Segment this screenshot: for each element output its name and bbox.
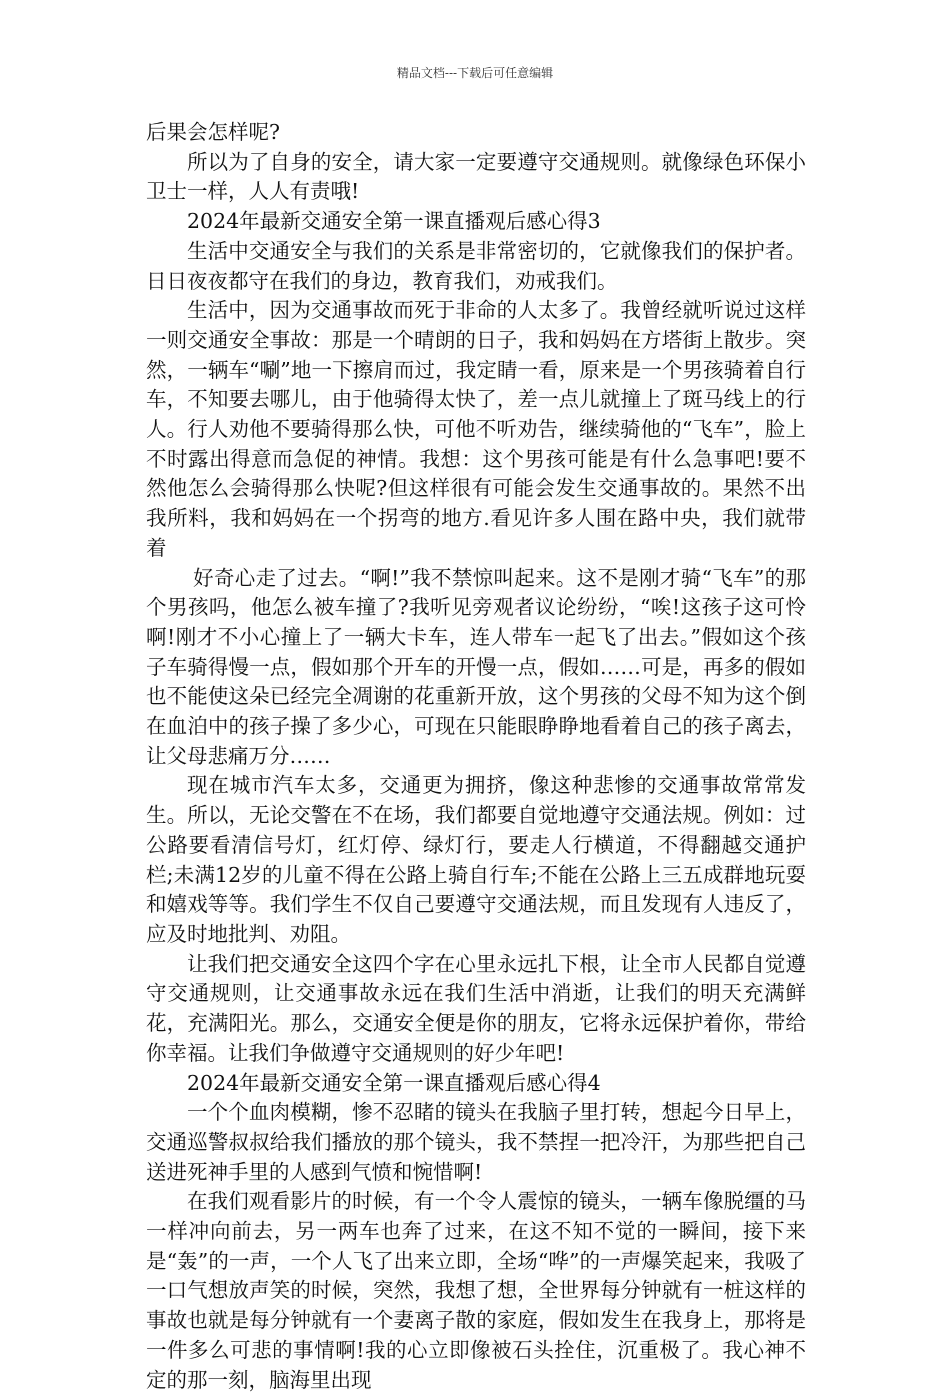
- paragraph-conclusion: 所以为了自身的安全，请大家一定要遵守交通规则。就像绿色环保小卫士一样，人人有责哦!: [146, 149, 806, 204]
- paragraph: 现在城市汽车太多，交通更为拥挤，像这种悲惨的交通事故常常发生。所以，无论交警在不在场，我们都要自觉地遵守交通法规。例如：过公路要看清信号灯，红灯停、绿灯行，要走人行横道，不得翻越交通护栏;未满12岁的儿童不得在公路上骑自行车;不能在公路上三五成群地玩耍和嬉戏等等。我们学生不仅自己要遵守交通法规，而且发现有人违反了，应及时地批判、劝阻。: [146, 773, 806, 946]
- document-body: [146, 118, 806, 1395]
- paragraph: 在我们观看影片的时候，有一个令人震惊的镜头，一辆车像脱缰的马一样冲向前去，另一两车也奔了过来，在这不知不觉的一瞬间，接下来是“轰”的一声，一个人飞了出来立即，全场“哗”的一声爆笑起来，我吸了一口气想放声笑的时候，突然，我想了想，全世界每分钟就有一桩这样的事故也就是每分钟就有一个妻离子散的家庭，假如发生在我身上，那将是一件多么可悲的事情啊!我的心立即像被石头拴住，沉重极了。我心神不定的那一刻，脑海里出现: [146, 1189, 806, 1392]
- paragraph: 好奇心走了过去。“啊!”我不禁惊叫起来。这不是刚才骑“飞车”的那个男孩吗，他怎么被车撞了?我听见旁观者议论纷纷，“唉!这孩子这可怜啊!刚才不小心撞上了一辆大卡车，连人带车一起飞了出去。”假如这个孩子车骑得慢一点，假如那个开车的开慢一点，假如……可是，再多的假如也不能使这朵已经完全凋谢的花重新开放，这个男孩的父母不知为这个倒在血泊中的孩子操了多少心，可现在只能眼睁睁地看着自己的孩子离去，让父母悲痛万分……: [146, 565, 806, 768]
- paragraph: 一个个血肉模糊，惨不忍睹的镜头在我脑子里打转，想起今日早上，交通巡警叔叔给我们播放的那个镜头，我不禁捏一把冷汗，为那些把自己送进死神手里的人感到气愤和惋惜啊!: [146, 1100, 806, 1184]
- section-heading-3: 2024年最新交通安全第一课直播观后感心得3: [187, 209, 601, 234]
- paragraph: 让我们把交通安全这四个字在心里永远扎下根，让全市人民都自觉遵守交通规则，让交通事故永远在我们生活中消逝，让我们的明天充满鲜花，充满阳光。那么，交通安全便是你的朋友，它将永远保护着你，带给你幸福。让我们争做遵守交通规则的好少年吧!: [146, 951, 806, 1065]
- paragraph: 生活中，因为交通事故而死于非命的人太多了。我曾经就听说过这样一则交通安全事故：那是一个晴朗的日子，我和妈妈在方塔街上散步。突然，一辆车“唰”地一下擦肩而过，我定睛一看，原来是一个男孩骑着自行车，不知要去哪儿，由于他骑得太快了，差一点儿就撞上了斑马线上的行人。行人劝他不要骑得那么快，可他不听劝告，继续骑他的“飞车”，脸上不时露出得意而急促的神情。我想：这个男孩可能是有什么急事吧!要不然他怎么会骑得那么快呢?但这样很有可能会发生交通事故的。果然不出我所料，我和妈妈在一个拐弯的地方.看见许多人围在路中央，我们就带着: [146, 298, 806, 560]
- paragraph: 生活中交通安全与我们的关系是非常密切的，它就像我们的保护者。日日夜夜都守在我们的身边，教育我们，劝戒我们。: [146, 238, 806, 293]
- page-header: 精品文档---下载后可任意编辑: [396, 66, 554, 80]
- paragraph-continuation: 后果会怎样呢?: [146, 120, 280, 144]
- section-heading-4: 2024年最新交通安全第一课直播观后感心得4: [187, 1070, 601, 1095]
